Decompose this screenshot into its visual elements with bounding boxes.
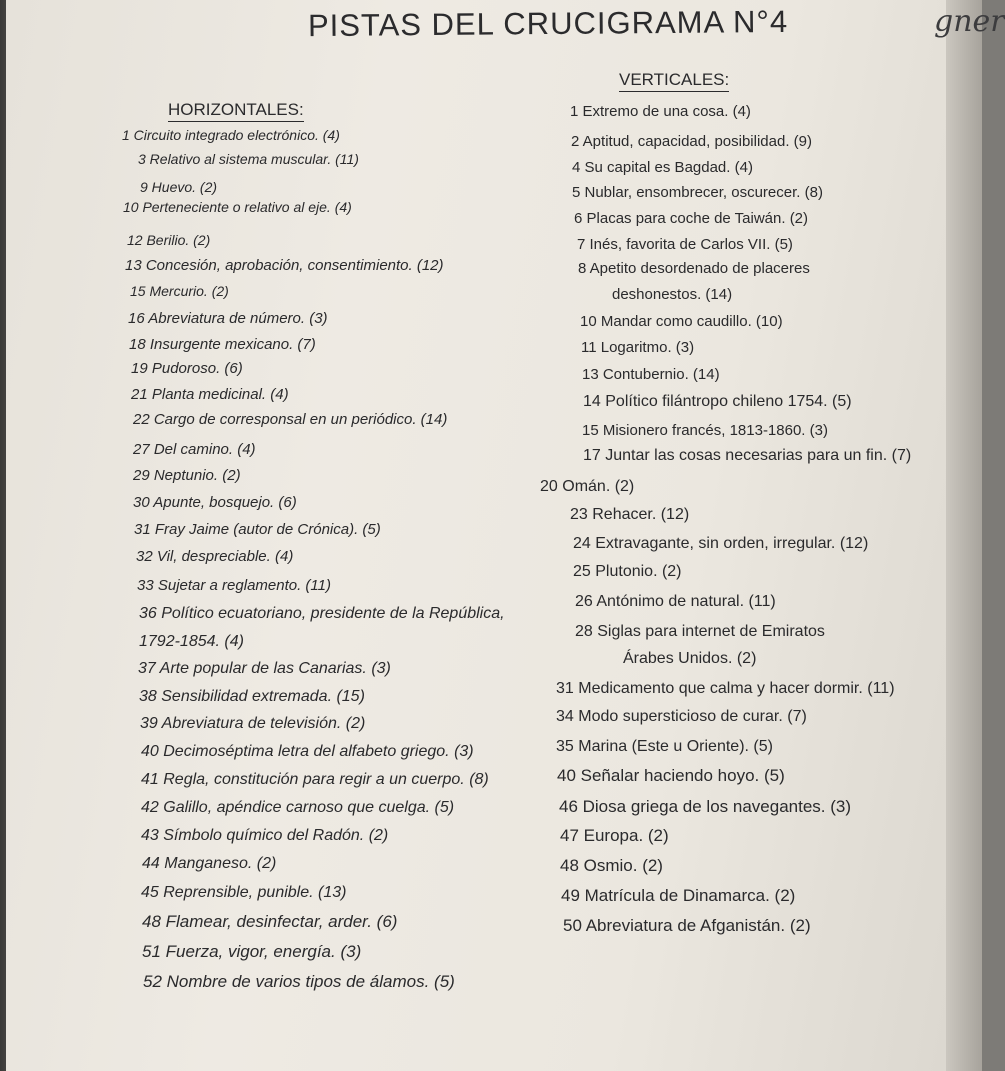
horizontal-clue-18: 33 Sujetar a reglamento. (11) [137, 577, 331, 594]
horizontal-clue-21: 37 Arte popular de las Canarias. (3) [138, 660, 391, 677]
vertical-clue-7: 8 Apetito desordenado de placeres [578, 260, 810, 277]
vertical-clue-6: 7 Inés, favorita de Carlos VII. (5) [577, 236, 793, 253]
horizontal-clue-32: 52 Nombre de varios tipos de álamos. (5) [143, 972, 455, 991]
horizontal-clue-24: 40 Decimoséptima letra del alfabeto griego. (3) [141, 743, 474, 760]
crossword-clue-sheet [6, 0, 1005, 1071]
vertical-clue-15: 20 Omán. (2) [540, 478, 635, 495]
corner-handwriting: gner [934, 4, 1005, 39]
horizontal-clue-17: 32 Vil, despreciable. (4) [136, 548, 294, 565]
vertical-clue-12: 14 Político filántropo chileno 1754. (5) [583, 393, 852, 410]
horizontal-clue-15: 30 Apunte, bosquejo. (6) [133, 494, 297, 511]
horizontal-clue-12: 22 Cargo de corresponsal en un periódico. (14) [133, 411, 448, 428]
background-right-edge [942, 0, 982, 1071]
vertical-clue-17: 24 Extravagante, sin orden, irregular. (12) [573, 535, 869, 552]
horizontal-clue-14: 29 Neptunio. (2) [133, 467, 241, 484]
vertical-clue-21: Árabes Unidos. (2) [623, 650, 757, 667]
horizontal-clue-1: 1 Circuito integrado electrónico. (4) [122, 127, 340, 143]
vertical-clue-8: deshonestos. (14) [612, 286, 733, 303]
horizontal-clue-26: 42 Galillo, apéndice carnoso que cuelga. (5) [141, 799, 455, 816]
horizontal-clue-8: 16 Abreviatura de número. (3) [128, 310, 328, 327]
vertical-clue-23: 34 Modo supersticioso de curar. (7) [556, 708, 807, 725]
horizontal-clue-3: 9 Huevo. (2) [140, 179, 218, 195]
vertical-clue-25: 40 Señalar haciendo hoyo. (5) [557, 766, 785, 785]
vertical-clue-26: 46 Diosa griega de los navegantes. (3) [559, 797, 852, 816]
horizontal-clue-10: 19 Pudoroso. (6) [131, 360, 243, 377]
horizontal-clue-22: 38 Sensibilidad extremada. (15) [139, 688, 365, 705]
horizontal-clue-20: 1792-1854. (4) [139, 633, 244, 650]
horizontal-clue-23: 39 Abreviatura de televisión. (2) [140, 715, 366, 732]
vertical-clue-20: 28 Siglas para internet de Emiratos [575, 623, 825, 640]
horizontal-clue-9: 18 Insurgente mexicano. (7) [129, 336, 316, 353]
vertical-clue-19: 26 Antónimo de natural. (11) [575, 593, 776, 610]
horizontal-clue-19: 36 Político ecuatoriano, presidente de la República, [139, 605, 505, 622]
vertical-clue-29: 49 Matrícula de Dinamarca. (2) [561, 886, 796, 905]
vertical-clue-3: 4 Su capital es Bagdad. (4) [572, 159, 753, 176]
horizontal-clue-27: 43 Símbolo químico del Radón. (2) [141, 827, 389, 844]
vertical-clue-27: 47 Europa. (2) [560, 826, 669, 845]
horizontal-clue-30: 48 Flamear, desinfectar, arder. (6) [142, 912, 398, 931]
horizontal-clue-5: 12 Berilio. (2) [127, 232, 211, 248]
vertical-clue-4: 5 Nublar, ensombrecer, oscurecer. (8) [572, 184, 823, 201]
horizontal-heading: HORIZONTALES: [168, 100, 304, 122]
vertical-clue-18: 25 Plutonio. (2) [573, 563, 682, 580]
vertical-clue-28: 48 Osmio. (2) [560, 856, 663, 875]
horizontal-clue-29: 45 Reprensible, punible. (13) [141, 884, 347, 901]
vertical-clue-16: 23 Rehacer. (12) [570, 506, 690, 523]
horizontal-clue-31: 51 Fuerza, vigor, energía. (3) [142, 942, 362, 961]
vertical-clue-9: 10 Mandar como caudillo. (10) [580, 313, 783, 330]
vertical-clue-14: 17 Juntar las cosas necesarias para un fin. (7) [583, 447, 912, 464]
horizontal-clue-16: 31 Fray Jaime (autor de Crónica). (5) [134, 521, 381, 538]
vertical-clue-11: 13 Contubernio. (14) [582, 366, 720, 383]
horizontal-clue-6: 13 Concesión, aprobación, consentimiento. (12) [125, 257, 444, 274]
vertical-clue-22: 31 Medicamento que calma y hacer dormir. (11) [556, 680, 895, 697]
horizontal-clue-4: 10 Perteneciente o relativo al eje. (4) [123, 199, 352, 215]
vertical-clue-13: 15 Misionero francés, 1813-1860. (3) [582, 422, 828, 439]
horizontal-clue-13: 27 Del camino. (4) [133, 441, 256, 458]
page-title: PISTAS DEL CRUCIGRAMA N°4 [307, 3, 789, 44]
vertical-clue-1: 1 Extremo de una cosa. (4) [570, 103, 751, 120]
vertical-clue-5: 6 Placas para coche de Taiwán. (2) [574, 210, 809, 227]
vertical-heading: VERTICALES: [619, 70, 729, 92]
horizontal-clue-11: 21 Planta medicinal. (4) [131, 386, 289, 403]
horizontal-clue-2: 3 Relativo al sistema muscular. (11) [138, 151, 359, 167]
horizontal-clue-7: 15 Mercurio. (2) [130, 283, 229, 299]
vertical-clue-2: 2 Aptitud, capacidad, posibilidad. (9) [571, 133, 812, 150]
vertical-clue-30: 50 Abreviatura de Afganistán. (2) [563, 916, 811, 935]
vertical-clue-10: 11 Logaritmo. (3) [581, 339, 695, 356]
horizontal-clue-25: 41 Regla, constitución para regir a un cuerpo. (8) [141, 771, 489, 788]
vertical-clue-24: 35 Marina (Este u Oriente). (5) [556, 738, 773, 755]
horizontal-clue-28: 44 Manganeso. (2) [142, 855, 277, 872]
